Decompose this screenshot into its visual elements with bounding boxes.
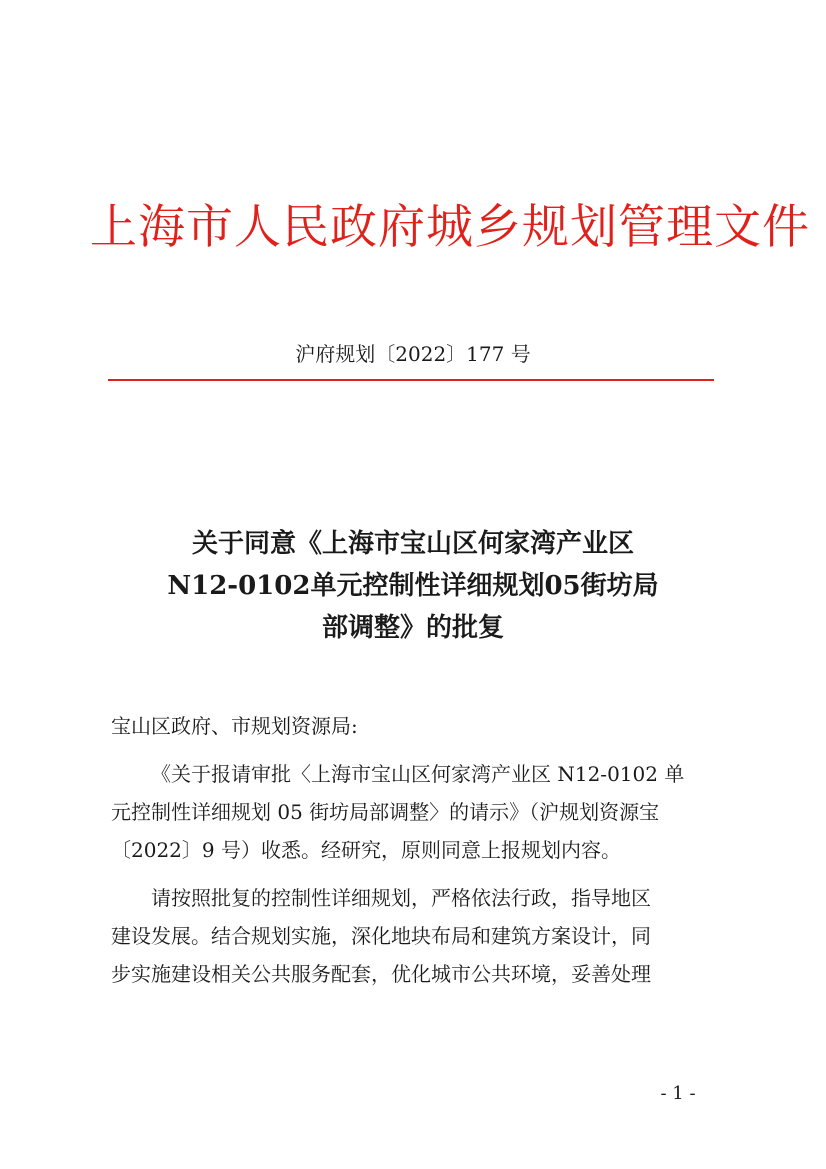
document-title bbox=[100, 523, 726, 649]
paragraph-line: 请按照批复的控制性详细规划，严格依法行政，指导地区 bbox=[151, 886, 651, 910]
paragraph-line: 建设发展。结合规划实施，深化地块布局和建筑方案设计，同 bbox=[111, 924, 651, 948]
header-divider bbox=[108, 379, 714, 381]
paragraph-line: 元控制性详细规划 05 街坊局部调整〉的请示》（沪规划资源宝 bbox=[111, 800, 660, 824]
page-number: - 1 - bbox=[660, 1083, 696, 1104]
paragraph-line: 步实施建设相关公共服务配套，优化城市公共环境，妥善处理 bbox=[111, 962, 651, 986]
paragraph-line: 《关于报请审批〈上海市宝山区何家湾产业区 N12-0102 单 bbox=[151, 762, 685, 786]
title-line: 部调整》的批复 bbox=[321, 613, 504, 643]
document-body bbox=[111, 707, 717, 993]
addressee: 宝山区政府、市规划资源局: bbox=[111, 714, 358, 738]
title-line: 关于同意《上海市宝山区何家湾产业区 bbox=[191, 529, 634, 559]
paragraph-line: 〔2022〕9 号）收悉。经研究，原则同意上报规划内容。 bbox=[111, 838, 621, 862]
document-number: 沪府规划〔2022〕177 号 bbox=[295, 342, 531, 366]
title-line: N12-0102单元控制性详细规划05街坊局 bbox=[167, 571, 659, 601]
document-header-title: 上海市人民政府城乡规划管理文件 bbox=[90, 200, 810, 255]
